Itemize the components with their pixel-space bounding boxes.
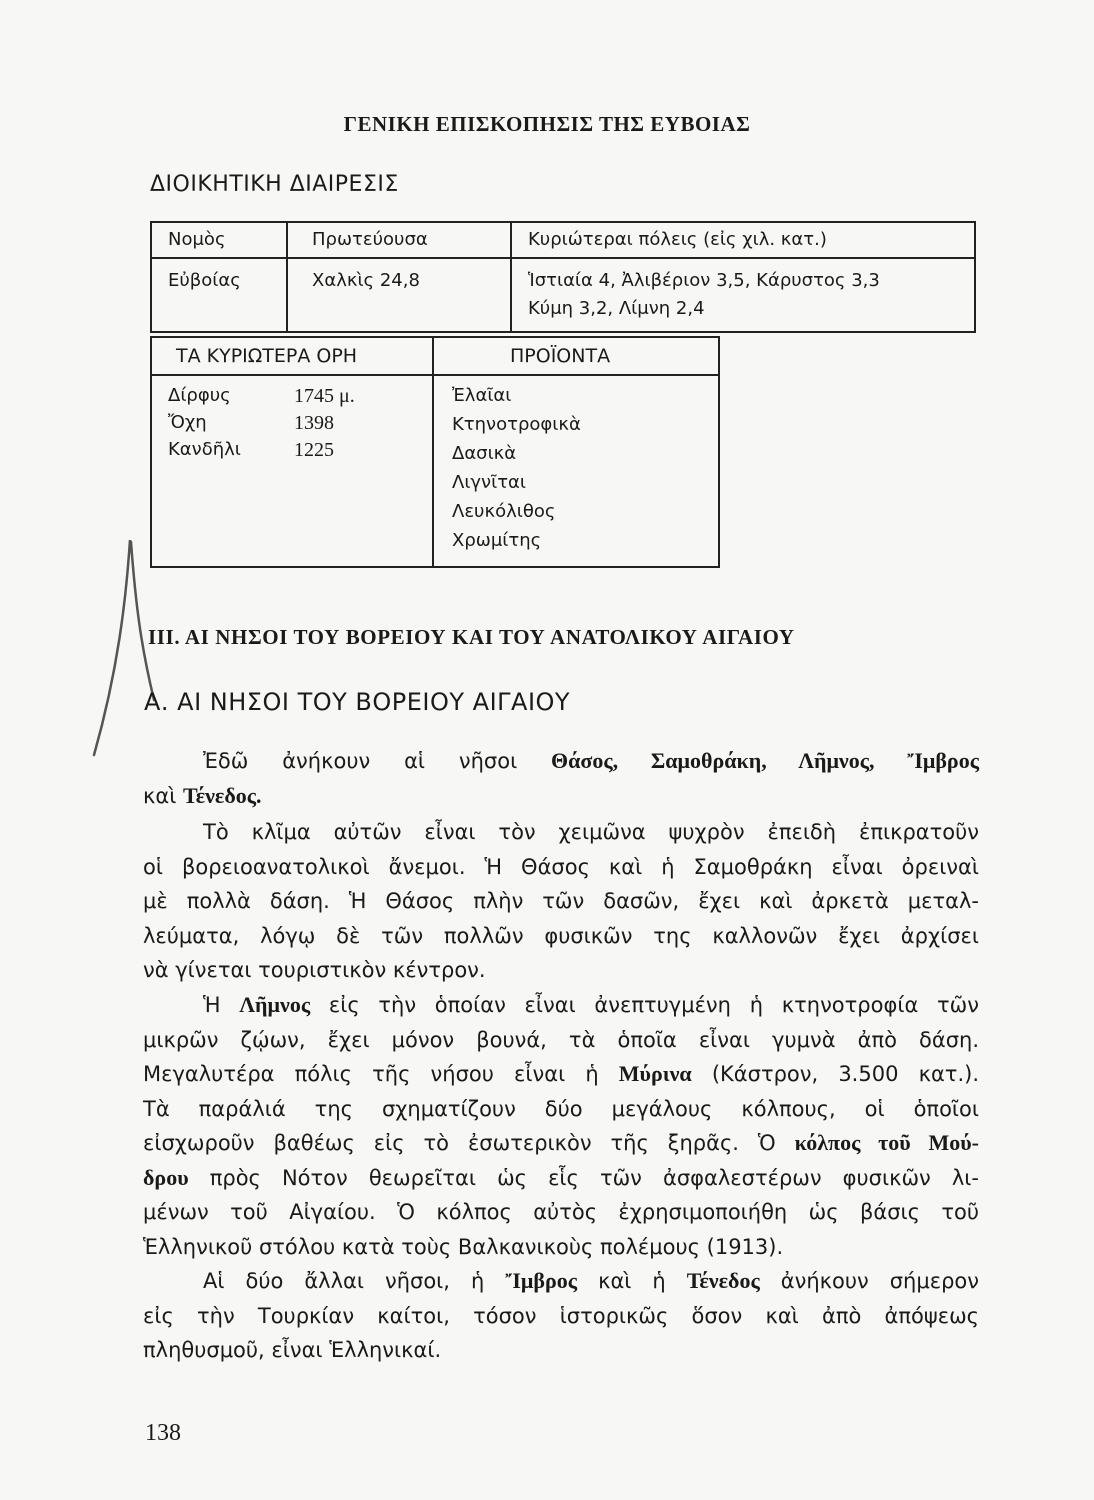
text-run: ἀνήκουν σήμερον — [759, 1269, 979, 1293]
paragraph-3 — [143, 988, 979, 1264]
cell-capital: Χαλκὶς 24,8 — [312, 270, 420, 291]
mountains-products-table — [150, 336, 720, 568]
bold-text: Λῆμνος — [239, 992, 311, 1017]
text-line — [143, 1161, 979, 1196]
admin-table — [150, 221, 976, 333]
mountain-height: 1398 — [294, 412, 334, 434]
product-item: Ἐλαῖαι — [452, 385, 512, 406]
header-mountains: ΤΑ ΚΥΡΙΩΤΕΡΑ ΟΡΗ — [176, 345, 358, 367]
text-run: Αἱ δύο ἄλλαι νῆσοι, ἡ — [203, 1269, 506, 1293]
text-line: νὰ γίνεται τουριστικὸν κέντρον. — [143, 958, 486, 982]
text-line — [143, 744, 979, 779]
text-run: καὶ ἡ — [577, 1269, 687, 1293]
mountain-height: 1225 — [294, 439, 334, 461]
cell-cities-line-2: Κύμη 3,2, Λίμνη 2,4 — [528, 298, 705, 319]
product-item: Λευκόλιθος — [452, 501, 556, 522]
table-divider — [286, 223, 288, 331]
text-line — [143, 1126, 979, 1161]
admin-division-heading: ΔΙΟΙΚΗΤΙΚΗ ΔΙΑΙΡΕΣΙΣ — [150, 172, 399, 197]
table-divider — [152, 374, 718, 376]
paragraph-2 — [143, 815, 979, 988]
table-divider — [152, 257, 974, 259]
cell-prefecture: Εὐβοίας — [168, 270, 241, 291]
bold-text: Θάσος, Σαμοθράκη, Λῆμνος, Ἴμβρος — [551, 748, 979, 773]
mountain-name: Δίρφυς — [168, 385, 231, 406]
pencil-mark-annotation — [90, 540, 170, 770]
text-line: εἰς τὴν Τουρκίαν καίτοι, τόσον ἱστορικῶς ὅσον καὶ ἀπὸ ἀπόψεως — [143, 1303, 979, 1328]
mountain-height: 1745 μ. — [294, 385, 355, 407]
mountain-name: Κανδῆλι — [168, 439, 241, 460]
header-prefecture: Νομὸς — [168, 229, 226, 250]
bold-text: Τένεδος — [686, 1268, 760, 1293]
text-run: εἰσχωροῦν βαθέως εἰς τὸ ἐσωτερικὸν τῆς ξηρᾶς. Ὁ — [143, 1131, 795, 1155]
text-run: Μεγαλυτέρα πόλις τῆς νήσου εἶναι ἡ — [143, 1062, 619, 1086]
text-line — [143, 1264, 979, 1299]
text-line: πληθυσμοῦ, εἶναι Ἑλληνικαί. — [143, 1338, 442, 1362]
text-line: λεύματα, λόγῳ δὲ τῶν πολλῶν φυσικῶν της καλλονῶν ἔχει ἀρχίσει — [143, 923, 979, 948]
text-line — [143, 988, 979, 1023]
mountain-name: Ὄχη — [168, 412, 207, 433]
text-run: πρὸς Νότον θεωρεῖται ὡς εἷς τῶν ἀσφαλεστέρων φυσικῶν λι- — [188, 1165, 979, 1190]
paragraph-1 — [143, 744, 979, 813]
text-line: μικρῶν ζῴων, ἔχει μόνον βουνά, τὰ ὁποῖα εἶναι γυμνὰ ἀπὸ δάση. — [143, 1027, 979, 1052]
text-run: (Κάστρον, 3.500 κατ.). — [691, 1062, 979, 1086]
table-divider — [432, 338, 434, 566]
text-run: Ἡ — [203, 993, 240, 1017]
page-number: 138 — [145, 1420, 181, 1446]
text-line — [143, 779, 979, 814]
bold-text: κόλπος τοῦ Μού- — [794, 1130, 979, 1155]
bold-text: δρου — [143, 1164, 189, 1190]
paragraph-4 — [143, 1264, 979, 1368]
text-run: Ἐδῶ ἀνήκουν αἱ νῆσοι — [203, 749, 552, 773]
text-line: οἱ βορειοανατολικοὶ ἄνεμοι. Ἡ Θάσος καὶ ἡ Σαμοθράκη εἶναι ὀρειναὶ — [143, 854, 979, 879]
text-run: καὶ — [143, 783, 184, 808]
text-line: μὲ πολλὰ δάση. Ἡ Θάσος πλὴν τῶν δασῶν, ἔχει καὶ ἀρκετὰ μεταλ- — [143, 889, 979, 913]
section-heading: ΙΙΙ. ΑΙ ΝΗΣΟΙ ΤΟΥ ΒΟΡΕΙΟΥ ΚΑΙ ΤΟΥ ΑΝΑΤΟΛΙΚΟΥ ΑΙΓΑΙΟΥ — [148, 625, 795, 649]
bold-text: Τένεδος. — [183, 782, 262, 808]
header-main-cities: Κυριώτεραι πόλεις (εἰς χιλ. κατ.) — [528, 229, 827, 250]
bold-text: Μύρινα — [618, 1061, 692, 1086]
text-line: μένων τοῦ Αἰγαίου. Ὁ κόλπος αὐτὸς ἐχρησιμοποιήθη ὡς βάσις τοῦ — [143, 1200, 979, 1224]
cell-cities-line-1: Ἱστιαία 4, Ἀλιβέριον 3,5, Κάρυστος 3,3 — [528, 270, 880, 291]
product-item: Κτηνοτροφικὰ — [452, 414, 581, 435]
subsection-heading: Α. ΑΙ ΝΗΣΟΙ ΤΟΥ ΒΟΡΕΙΟΥ ΑΙΓΑΙΟΥ — [144, 688, 571, 716]
text-line: Τὸ κλῖμα αὐτῶν εἶναι τὸν χειμῶνα ψυχρὸν ἐπειδὴ ἐπικρατοῦν — [203, 820, 979, 844]
header-capital: Πρωτεύουσα — [312, 229, 428, 250]
product-item: Λιγνῖται — [452, 472, 526, 493]
bold-text: Ἴμβρος — [505, 1268, 578, 1293]
text-line — [143, 1057, 979, 1092]
text-line: Τὰ παράλιά της σχηματίζουν δύο μεγάλους κόλπους, οἱ ὁποῖοι — [143, 1096, 979, 1121]
table-divider — [510, 223, 512, 331]
product-item: Χρωμίτης — [452, 530, 542, 551]
product-item: Δασικὰ — [452, 443, 517, 464]
page-title: ΓΕΝΙΚΗ ΕΠΙΣΚΟΠΗΣΙΣ ΤΗΣ ΕΥΒΟΙΑΣ — [343, 112, 751, 136]
text-line: Ἑλληνικοῦ στόλου κατὰ τοὺς Βαλκανικοὺς πολέμους (1913). — [143, 1234, 784, 1259]
header-products: ΠΡΟΪΟΝΤΑ — [510, 345, 611, 367]
text-run: εἰς τὴν ὁποίαν εἶναι ἀνεπτυγμένη ἡ κτηνοτροφία τῶν — [310, 993, 979, 1017]
